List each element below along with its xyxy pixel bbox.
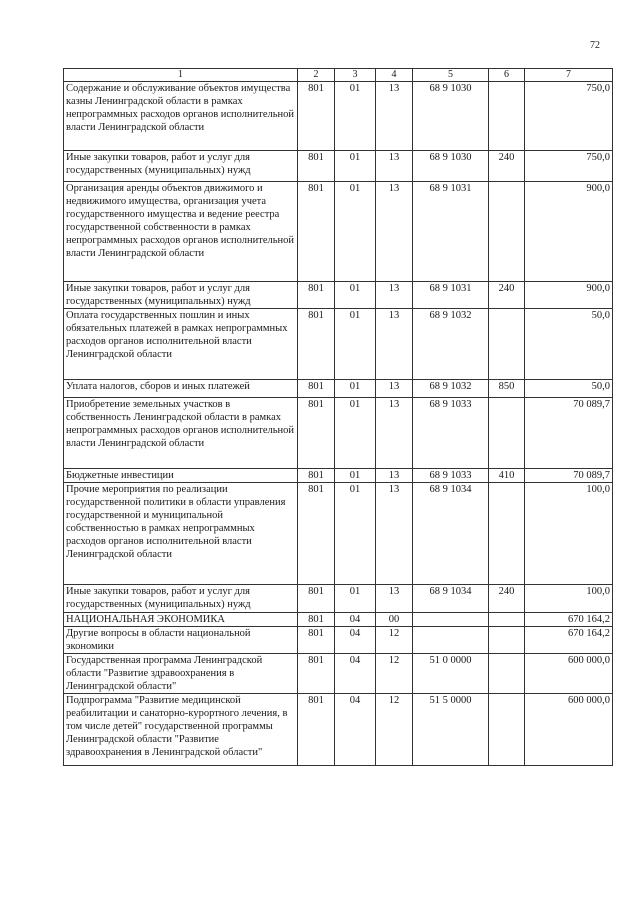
row-col6-cell: 240 bbox=[489, 151, 525, 182]
row-col6-cell bbox=[489, 613, 525, 627]
row-col3-cell: 01 bbox=[335, 82, 376, 151]
row-col7-cell: 100,0 bbox=[525, 585, 613, 613]
row-col5-cell bbox=[413, 627, 489, 654]
row-col6-cell bbox=[489, 309, 525, 380]
column-header: 1 bbox=[64, 69, 298, 82]
row-col2-cell: 801 bbox=[298, 182, 335, 282]
row-col2-cell: 801 bbox=[298, 694, 335, 766]
row-col4-cell: 13 bbox=[376, 309, 413, 380]
table-row bbox=[64, 483, 613, 585]
row-col2-cell: 801 bbox=[298, 398, 335, 469]
row-col6-cell bbox=[489, 483, 525, 585]
row-col4-cell: 13 bbox=[376, 585, 413, 613]
row-col4-cell: 12 bbox=[376, 627, 413, 654]
row-col3-cell: 01 bbox=[335, 585, 376, 613]
row-name-cell: Иные закупки товаров, работ и услуг для государственных (муниципальных) нужд bbox=[64, 282, 298, 309]
row-col4-cell: 13 bbox=[376, 398, 413, 469]
table-row bbox=[64, 654, 613, 694]
row-col2-cell: 801 bbox=[298, 483, 335, 585]
row-col2-cell: 801 bbox=[298, 585, 335, 613]
column-header: 4 bbox=[376, 69, 413, 82]
row-name-cell: Содержание и обслуживание объектов имущества казны Ленинградской области в рамках непрограммных расходов органов исполнительной власти Ленинградской области bbox=[64, 82, 298, 151]
row-name-cell: Прочие мероприятия по реализации государственной политики в области управления государственной и муниципальной собственностью в рамках непрограммных расходов органов исполнительной власти Ленинградской области bbox=[64, 483, 298, 585]
row-col7-cell: 600 000,0 bbox=[525, 654, 613, 694]
row-col4-cell: 13 bbox=[376, 483, 413, 585]
row-col4-cell: 13 bbox=[376, 182, 413, 282]
row-col6-cell bbox=[489, 654, 525, 694]
row-col7-cell: 50,0 bbox=[525, 309, 613, 380]
row-name-cell: Другие вопросы в области национальной экономики bbox=[64, 627, 298, 654]
row-name-cell: Уплата налогов, сборов и иных платежей bbox=[64, 380, 298, 398]
table-row bbox=[64, 309, 613, 380]
column-header: 6 bbox=[489, 69, 525, 82]
row-col7-cell: 750,0 bbox=[525, 151, 613, 182]
row-name-cell: Бюджетные инвестиции bbox=[64, 469, 298, 483]
row-name-cell: Приобретение земельных участков в собственность Ленинградской области в рамках непрограммных расходов органов исполнительной власти Ленинградской области bbox=[64, 398, 298, 469]
row-col3-cell: 01 bbox=[335, 151, 376, 182]
row-col3-cell: 01 bbox=[335, 309, 376, 380]
row-col6-cell bbox=[489, 627, 525, 654]
row-col5-cell: 68 9 1033 bbox=[413, 469, 489, 483]
table-row bbox=[64, 182, 613, 282]
row-col4-cell: 00 bbox=[376, 613, 413, 627]
row-col6-cell: 240 bbox=[489, 282, 525, 309]
row-col3-cell: 01 bbox=[335, 483, 376, 585]
column-header: 2 bbox=[298, 69, 335, 82]
row-col2-cell: 801 bbox=[298, 380, 335, 398]
row-col7-cell: 600 000,0 bbox=[525, 694, 613, 766]
row-name-cell: Организация аренды объектов движимого и недвижимого имущества, организация учета государственного имущества и ведение реестра государственной собственности в рамках непрограммных расходов органов исполнительной власти Ленинградской области bbox=[64, 182, 298, 282]
row-col5-cell: 68 9 1034 bbox=[413, 585, 489, 613]
column-header: 7 bbox=[525, 69, 613, 82]
row-col7-cell: 670 164,2 bbox=[525, 613, 613, 627]
column-header: 5 bbox=[413, 69, 489, 82]
row-col2-cell: 801 bbox=[298, 627, 335, 654]
row-col3-cell: 01 bbox=[335, 380, 376, 398]
row-col3-cell: 04 bbox=[335, 613, 376, 627]
row-name-cell: Иные закупки товаров, работ и услуг для государственных (муниципальных) нужд bbox=[64, 151, 298, 182]
row-col7-cell: 750,0 bbox=[525, 82, 613, 151]
budget-table bbox=[63, 68, 613, 766]
row-col3-cell: 01 bbox=[335, 282, 376, 309]
row-col3-cell: 01 bbox=[335, 469, 376, 483]
row-col3-cell: 04 bbox=[335, 694, 376, 766]
table-row bbox=[64, 398, 613, 469]
row-col7-cell: 70 089,7 bbox=[525, 398, 613, 469]
table-row bbox=[64, 469, 613, 483]
table-header-row bbox=[64, 69, 613, 82]
row-col7-cell: 900,0 bbox=[525, 182, 613, 282]
row-col5-cell bbox=[413, 613, 489, 627]
row-col5-cell: 68 9 1030 bbox=[413, 82, 489, 151]
row-col3-cell: 04 bbox=[335, 654, 376, 694]
row-col3-cell: 04 bbox=[335, 627, 376, 654]
row-col6-cell bbox=[489, 182, 525, 282]
row-col5-cell: 51 0 0000 bbox=[413, 654, 489, 694]
row-col4-cell: 13 bbox=[376, 151, 413, 182]
column-header: 3 bbox=[335, 69, 376, 82]
row-name-cell: НАЦИОНАЛЬНАЯ ЭКОНОМИКА bbox=[64, 613, 298, 627]
row-col5-cell: 68 9 1031 bbox=[413, 282, 489, 309]
row-col6-cell bbox=[489, 694, 525, 766]
row-col4-cell: 13 bbox=[376, 82, 413, 151]
table-row bbox=[64, 282, 613, 309]
row-col7-cell: 900,0 bbox=[525, 282, 613, 309]
row-col6-cell bbox=[489, 82, 525, 151]
row-col5-cell: 68 9 1031 bbox=[413, 182, 489, 282]
table-row bbox=[64, 694, 613, 766]
row-col4-cell: 13 bbox=[376, 380, 413, 398]
row-col6-cell: 240 bbox=[489, 585, 525, 613]
table-row bbox=[64, 585, 613, 613]
row-col4-cell: 13 bbox=[376, 282, 413, 309]
row-col2-cell: 801 bbox=[298, 654, 335, 694]
row-col3-cell: 01 bbox=[335, 182, 376, 282]
row-name-cell: Подпрограмма "Развитие медицинской реабилитации и санаторно-курортного лечения, в том числе детей" государственной программы Ленинградской области "Развитие здравоохранения в Ленинградской области" bbox=[64, 694, 298, 766]
row-col2-cell: 801 bbox=[298, 82, 335, 151]
row-col7-cell: 50,0 bbox=[525, 380, 613, 398]
row-col2-cell: 801 bbox=[298, 151, 335, 182]
row-col2-cell: 801 bbox=[298, 309, 335, 380]
table-row bbox=[64, 82, 613, 151]
row-col6-cell bbox=[489, 398, 525, 469]
page-number: 72 bbox=[590, 40, 600, 51]
table-row bbox=[64, 380, 613, 398]
row-col5-cell: 68 9 1030 bbox=[413, 151, 489, 182]
row-col3-cell: 01 bbox=[335, 398, 376, 469]
row-col2-cell: 801 bbox=[298, 469, 335, 483]
row-col6-cell: 850 bbox=[489, 380, 525, 398]
row-col5-cell: 68 9 1033 bbox=[413, 398, 489, 469]
row-name-cell: Иные закупки товаров, работ и услуг для государственных (муниципальных) нужд bbox=[64, 585, 298, 613]
row-col2-cell: 801 bbox=[298, 613, 335, 627]
row-col5-cell: 68 9 1032 bbox=[413, 380, 489, 398]
row-col6-cell: 410 bbox=[489, 469, 525, 483]
row-name-cell: Государственная программа Ленинградской области "Развитие здравоохранения в Ленинградской области" bbox=[64, 654, 298, 694]
table-row bbox=[64, 613, 613, 627]
row-col4-cell: 13 bbox=[376, 469, 413, 483]
row-col2-cell: 801 bbox=[298, 282, 335, 309]
row-name-cell: Оплата государственных пошлин и иных обязательных платежей в рамках непрограммных расходов органов исполнительной власти Ленинградской области bbox=[64, 309, 298, 380]
row-col7-cell: 100,0 bbox=[525, 483, 613, 585]
table-row bbox=[64, 627, 613, 654]
row-col7-cell: 70 089,7 bbox=[525, 469, 613, 483]
row-col5-cell: 68 9 1032 bbox=[413, 309, 489, 380]
row-col7-cell: 670 164,2 bbox=[525, 627, 613, 654]
table-row bbox=[64, 151, 613, 182]
row-col4-cell: 12 bbox=[376, 654, 413, 694]
row-col5-cell: 51 5 0000 bbox=[413, 694, 489, 766]
row-col4-cell: 12 bbox=[376, 694, 413, 766]
row-col5-cell: 68 9 1034 bbox=[413, 483, 489, 585]
